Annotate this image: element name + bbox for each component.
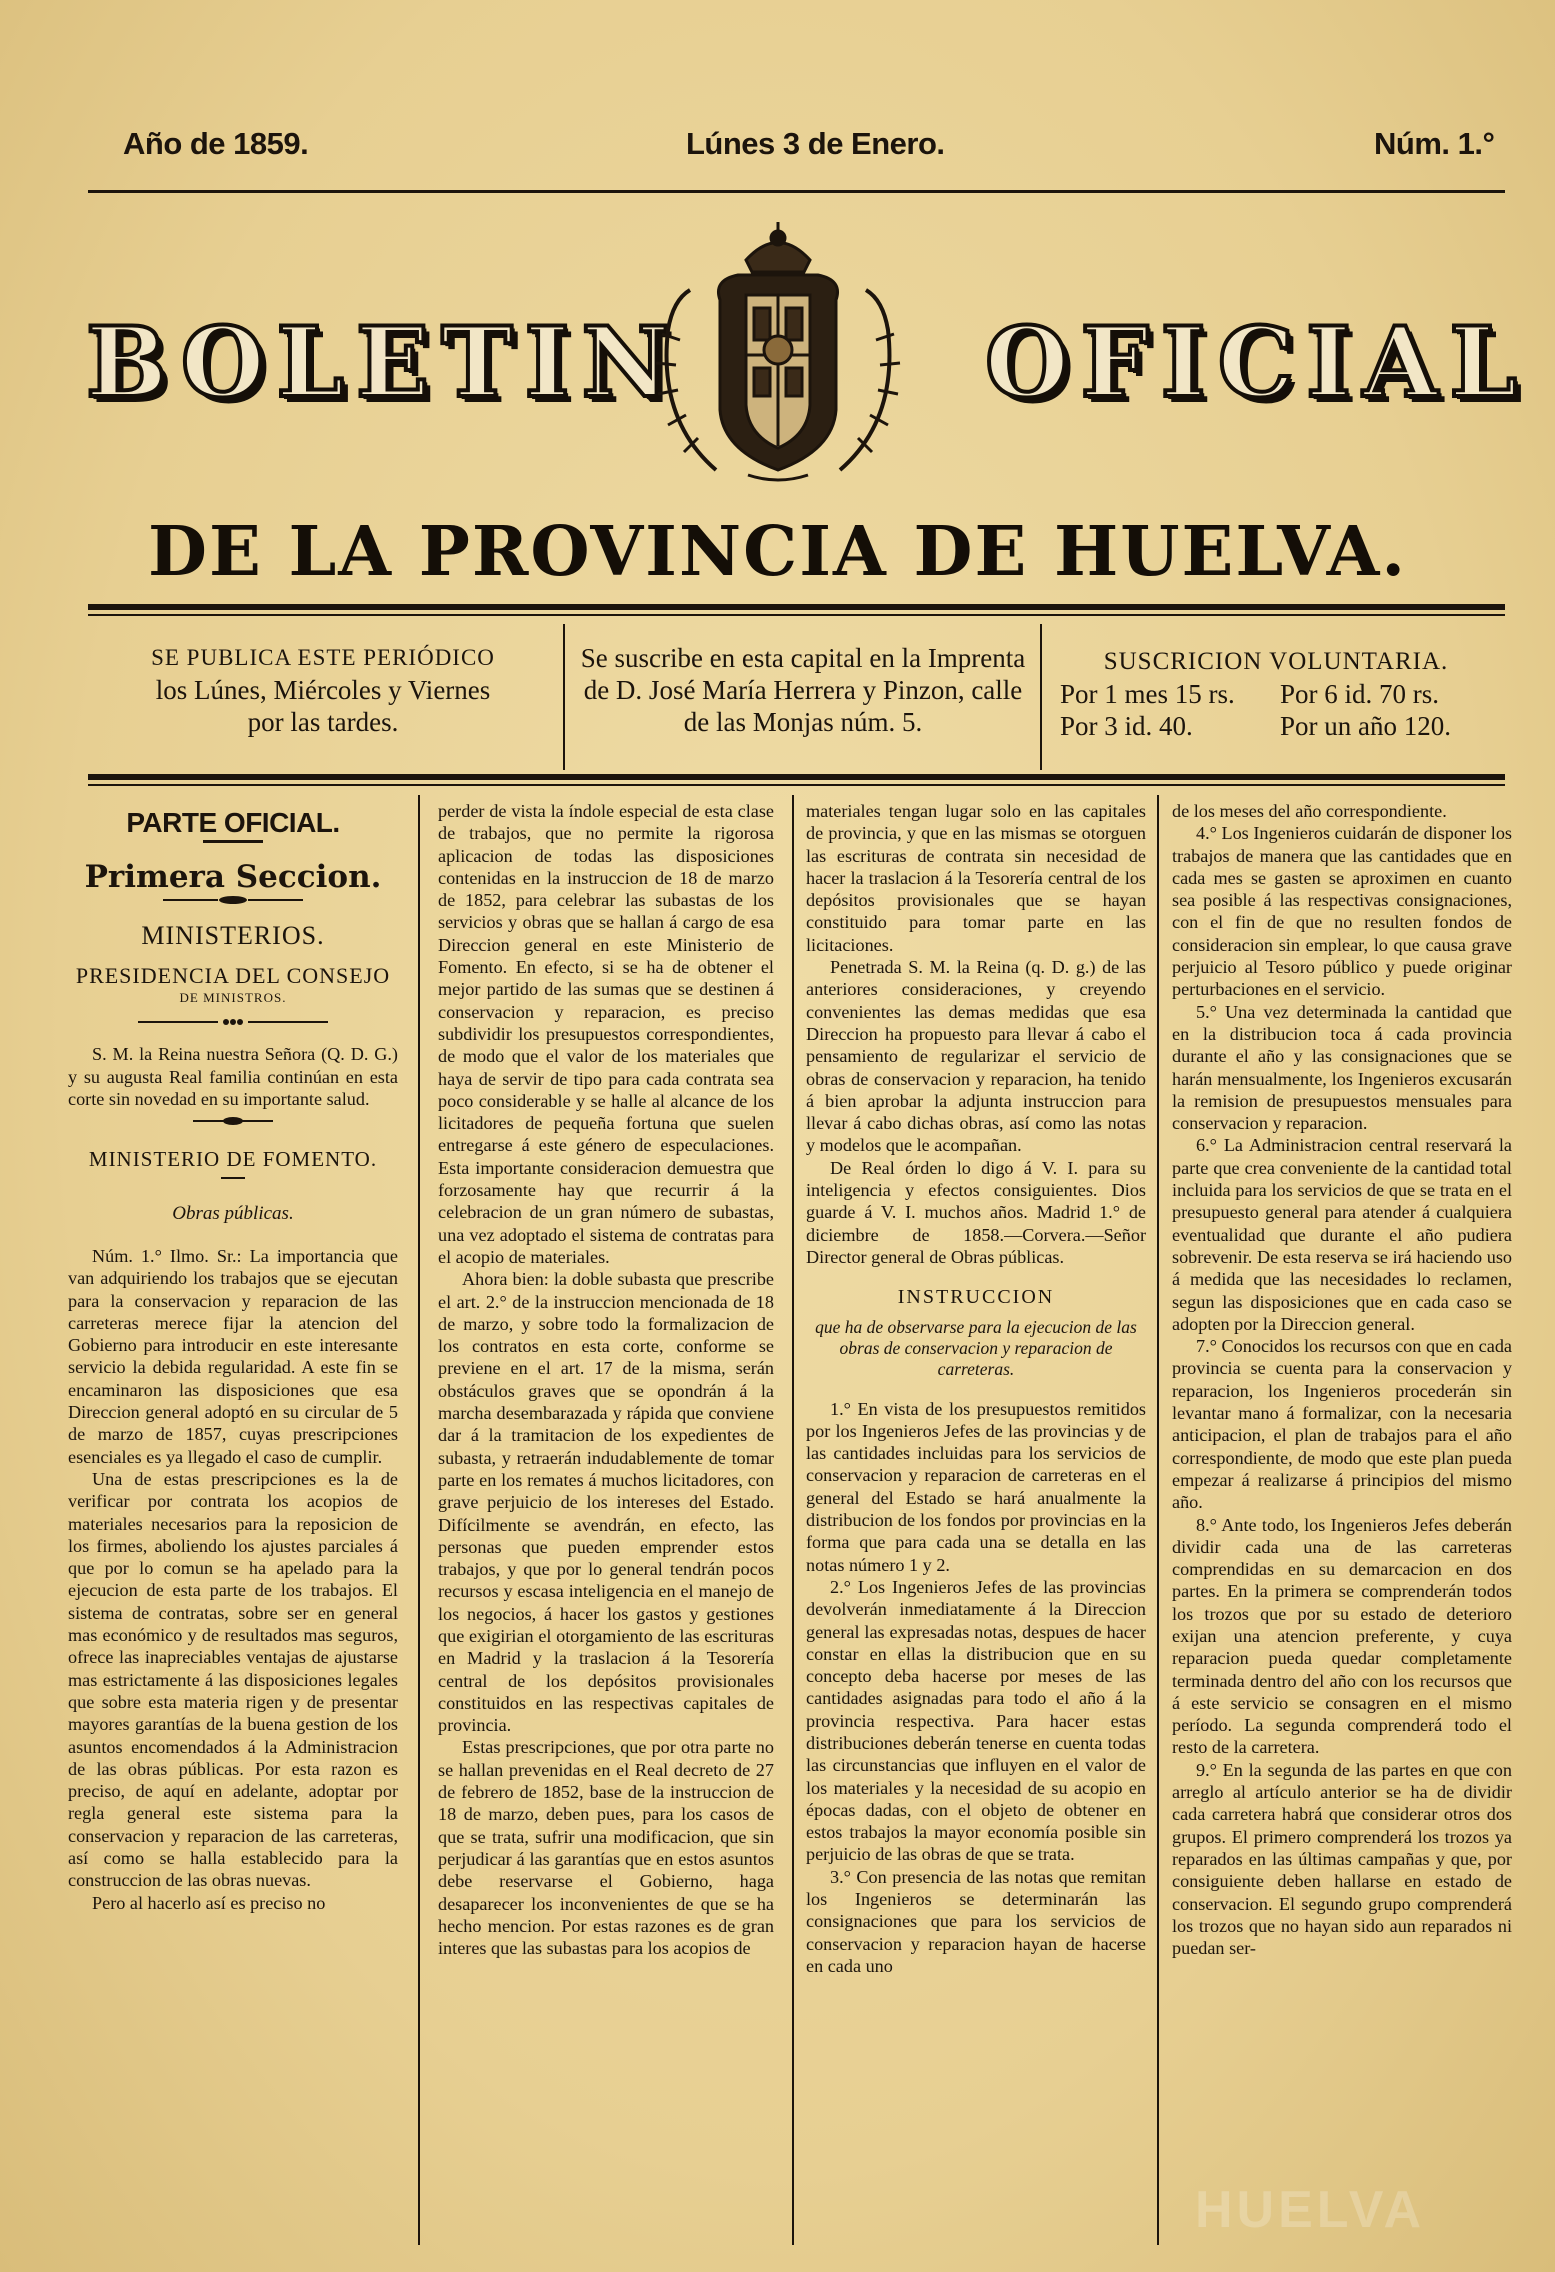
paragraph: materiales tengan lugar solo en las capitales de provincia, y que en las mismas se otorguen las escrituras de contrata sin necesidad de hacer la traslacion á la Tesorería central de los depósitos provisionales que se hayan constituido para tomar parte en las licitaciones. bbox=[806, 801, 1146, 955]
column-1 bbox=[68, 800, 398, 2240]
article-paragraph: 3.° Con presencia de las notas que remitan los Ingenieros se determinarán las consignaciones que para los servicios de conservacion y reparacion hayan de hacerse en cada uno bbox=[806, 1866, 1146, 1976]
royal-coat-of-arms-icon bbox=[628, 220, 928, 490]
article-paragraph: 6.° La Administracion central reservará la parte que crea conveniente de la cantidad total incluida para los servicios de que se trata en el presupuesto general para atender á cualquiera eventualidad que durante el año pudiera sobrevenir. De esta reserva se irá haciendo uso á medida que las necesidades lo reclamen, segun las disposiciones que en cada caso se adopten por la Direccion general. bbox=[1172, 1135, 1512, 1334]
column-4 bbox=[1172, 800, 1512, 2240]
section-title-primera-seccion: Primera Seccion. bbox=[84, 859, 382, 896]
paragraph: Núm. 1.° Ilmo. Sr.: La importancia que van adquiriendo los trabajos que se ejecutan para la conservacion y reparacion de las carreteras merece fijar la atencion del Gobierno para introducir en este interesante servicio la debida regularidad. A este fin se encaminaron las disposiciones que esa Direccion general adoptó en su circular de 5 de marzo de 1857, cuyas prescripciones esenciales es ya llegado el caso de cumplir. bbox=[68, 1245, 398, 1467]
masthead-word-right: OFICIAL bbox=[985, 306, 1529, 419]
article-paragraph: 8.° Ante todo, los Ingenieros Jefes deberán dividir cada una de las carreteras comprendidas en su demarcacion en dos partes. En la primera se comprenderán todos los trozos que por su estado de deterioro exijan una atencion preferente, y cuya reparacion pueda quedar completamente terminada dentro del año con los recursos que á este servicio se consagren en el mismo período. La segunda comprenderá todo el resto de la carretera. bbox=[1172, 1514, 1512, 1758]
issue-number: Núm. 1.° bbox=[1374, 126, 1495, 161]
paragraph: perder de vista la índole especial de esta clase de trabajos, que no permite la rigorosa aplicacion de todas las disposiciones contenidas en la instruccion de 18 de marzo de 1852, para celebrar las subastas de los servicios y obras que se hallan á cargo de esa Direccion general en este Ministerio de Fomento. En efecto, si se ha de obtener el mejor partido de las sumas que se destinen á conservacion y reparacion, es preciso subdividir los presupuestos correspondientes, de modo que el valor de los materiales que haya de servir de tipo para cada contrata sea poco considerable y se halle al alcance de los licitadores de pequeña fortuna que suelen entregarse á este género de especulaciones. Esta importante consideracion demuestra que forzosamente hay que recurrir á la celebracion de un gran número de subastas, una vez adoptado el sistema de contratas para el acopio de materiales. bbox=[438, 801, 774, 1267]
rate-3-months: Por 3 id. 40. bbox=[1060, 711, 1193, 741]
heading-ministerio-fomento: MINISTERIO DE FOMENTO. bbox=[88, 1147, 378, 1172]
column-divider bbox=[792, 795, 794, 2245]
rate-1-month: Por 1 mes 15 rs. bbox=[1060, 679, 1235, 709]
paragraph-royal-health: S. M. la Reina nuestra Señora (Q. D. G.) y su augusta Real familia continúan en esta corte sin novedad en su importante salud. bbox=[68, 1044, 398, 1110]
decorative-rule-ornament bbox=[193, 1116, 273, 1126]
column-2 bbox=[438, 800, 774, 2240]
publication-schedule bbox=[88, 622, 558, 768]
section-title-parte-oficial: PARTE OFICIAL. bbox=[126, 807, 340, 838]
info-rule-thin bbox=[88, 784, 1505, 786]
subscription-place bbox=[568, 622, 1038, 768]
article-paragraph: 7.° Conocidos los recursos con que en cada provincia se cuenta para la conservacion y reparacion, los Ingenieros procederán sin levantar mano á formalizar, con la necesaria anticipacion, el plan de trabajos para el año correspondiente, de modo que este plan pueda empezar á realizarse á principios del mismo año. bbox=[1172, 1336, 1512, 1513]
decorative-rule-ornament bbox=[138, 1017, 328, 1027]
heading-presidencia: PRESIDENCIA DEL CONSEJO bbox=[75, 962, 391, 988]
article-paragraph: 5.° Una vez determinada la cantidad que en la distribucion toca á cada provincia durante el año y las consignaciones que se harán mensualmente, los Ingenieros excusarán la remision de presupuestos mensuales para conservacion y reparacion. bbox=[1172, 1001, 1512, 1134]
column-3 bbox=[806, 800, 1146, 2240]
rates-grid bbox=[1060, 678, 1506, 742]
rates-title: SUSCRICION VOLUNTARIA. bbox=[1103, 648, 1449, 675]
paragraph: Pero al hacerlo así es preciso no bbox=[92, 1892, 326, 1913]
paragraph: Ahora bien: la doble subasta que prescribe el art. 2.° de la instruccion mencionada de 18 de marzo, y sobre todo la formalizacion de los contratos en esta corte, conforme se previene en el art. 17 de la misma, serán obstáculos graves que se opondrán á la marcha desembarazada y rápida que conviene dar á la tramitacion de los expedientes de subasta, y retraerán indudablemente de tomar parte en los remates á muchos licitadores, con grave perjuicio de los intereses del Estado. Difícilmente se avendrán, en efecto, las personas que pueden emprender estos trabajos, y que por lo general tendrán pocos recursos y escasa inteligencia en el manejo de los negocios, á hacer los gastos y gestiones que exigirian el otorgamiento de las escrituras en Madrid y la traslacion á la Tesorería central de los depósitos provisionales constituidos en las respectivas capitales de provincia. bbox=[438, 1269, 774, 1736]
short-rule-ornament bbox=[203, 840, 263, 844]
paragraph: Estas prescripciones, que por otra parte no se hallan prevenidas en el Real decreto de 27 de febrero de 1852, base de la instruccion de 18 de marzo, deben pues, para los casos de que se trata, sufrir una modificacion, que sin perjudicar á las garantías que en estos asuntos debe reservarse el Gobierno, haga desaparecer los inconvenientes de que se ha hecho mencion. Por estas razones es de gran interes que las subastas para los acopios de bbox=[438, 1737, 774, 1959]
decorative-rule-ornament bbox=[163, 895, 303, 905]
column-divider bbox=[1157, 795, 1159, 2245]
library-watermark: HUELVA bbox=[1195, 2181, 1426, 2239]
info-divider bbox=[563, 624, 565, 770]
rate-1-year: Por un año 120. bbox=[1280, 711, 1451, 741]
instruccion-subtitle: que ha de observarse para la ejecucion de las obras de conservacion y reparacion de carreteras. bbox=[815, 1316, 1137, 1379]
subscription-line-1: Se suscribe en esta capital en la Imprenta bbox=[580, 643, 1026, 673]
heading-instruccion: INSTRUCCION bbox=[897, 1286, 1055, 1309]
heading-obras-publicas: Obras públicas. bbox=[172, 1202, 294, 1224]
paragraph: Penetrada S. M. la Reina (q. D. g.) de las anteriores consideraciones, y creyendo convenientes las demas medidas que esa Direccion ha propuesto para llevar á cabo el pensamiento de regularizar el servicio de obras de conservacion y reparacion, ha tenido á bien aprobar la adjunta instruccion para llevar á cabo dichas obras, así como las notas y modelos que le acompañan. bbox=[806, 957, 1146, 1156]
article-paragraph: 1.° En vista de los presupuestos remitidos por los Ingenieros Jefes de las provincias y de las cantidades incluidas para los servicios de conservacion y reparacion de carreteras en el general del Estado se hará anualmente la distribucion de los fondos por provincias en la forma que para cada una se detalla en las notas número 1 y 2. bbox=[806, 1398, 1146, 1575]
subscription-rates bbox=[1046, 622, 1506, 768]
paragraph: Una de estas prescripciones es la de verificar por contrata los acopios de materiales necesarios para la reposicion de los firmes, aboliendo los ajustes parciales á que por lo comun se ha apelado para la ejecucion de esta parte de los trabajos. El sistema de contratas, sobre ser en general mas económico y de resultados mas seguros, ofrece las inapreciables ventajas de ajustarse mas estrictamente á las disposiciones legales que sobre esta materia rigen y de presentar mayores garantías de la buena gestion de los asuntos encomendados á la Administracion de las obras públicas. Por esta razon es preciso, de aquí en adelante, adoptar por regla general este sistema para la conservacion y reparacion de las carreteras, así como se halla establecido para la construccion de las obras nuevas. bbox=[68, 1468, 398, 1891]
rate-6-months: Por 6 id. 70 rs. bbox=[1280, 679, 1440, 709]
subscription-line-2: de D. José María Herrera y Pinzon, calle bbox=[583, 675, 1023, 705]
schedule-line-1: SE PUBLICA ESTE PERIÓDICO bbox=[151, 645, 495, 670]
issue-date: Lúnes 3 de Enero. bbox=[686, 126, 945, 161]
paragraph: de los meses del año correspondiente. bbox=[1172, 801, 1447, 821]
masthead-word-left: BOLETIN bbox=[86, 306, 682, 419]
article-paragraph: 2.° Los Ingenieros Jefes de las provincias devolverán inmediatamente á la Direccion general las expresadas notas, despues de hacer constar en ellas la distribucion que en su concepto deba hacerse por meses de las cantidades asignadas para todo el año á la provincia respectiva. Para hacer estas distribuciones deberán tenerse en cuenta todas las circunstancias que influyen en el valor de los materiales y la necesidad de su acopio en épocas dadas, con el objeto de obtener en estos trabajos la mayor economía posible sin perjuicio de las obras de que se trata. bbox=[806, 1576, 1146, 1865]
issue-year: Año de 1859. bbox=[123, 126, 309, 161]
column-divider bbox=[418, 795, 420, 2245]
masthead-subtitle: DE LA PROVINCIA DE HUELVA. bbox=[148, 512, 1407, 592]
short-rule-ornament bbox=[221, 1177, 245, 1181]
article-paragraph: 4.° Los Ingenieros cuidarán de disponer los trabajos de manera que las cantidades que en cada mes se gasten se aproximen en cuanto sea posible á las respectivas consignaciones, con el fin de que no resulten fondos de consideracion sin emplear, lo que causa grave perjuicio al Tesoro público y puede originar perturbaciones en el servicio. bbox=[1172, 823, 1512, 1000]
info-rule bbox=[88, 774, 1505, 780]
article-paragraph: 9.° En la segunda de las partes en que con arreglo al artículo anterior se ha de dividir cada carretera habrá que considerar otros dos grupos. El primero comprenderá los trozos ya reparados en las últimas campañas y que, por consiguiente deben hallarse en estado de conservacion. El segundo grupo comprenderá los trozos que no hayan sido aun reparados ni puedan ser- bbox=[1172, 1759, 1512, 1959]
paragraph: De Real órden lo digo á V. I. para su inteligencia y efectos consiguientes. Dios guarde á V. I. muchos años. Madrid 1.° de diciembre de 1858.—Corvera.—Señor Director general de Obras públicas. bbox=[806, 1157, 1146, 1267]
schedule-line-2: los Lúnes, Miércoles y Viernes bbox=[155, 675, 491, 705]
info-divider bbox=[1040, 624, 1042, 770]
heading-ministerios: MINISTERIOS. bbox=[141, 920, 325, 950]
dateline bbox=[0, 126, 1555, 166]
heading-presidencia-sub: DE MINISTROS. bbox=[179, 990, 287, 1006]
schedule-line-3: por las tardes. bbox=[247, 707, 399, 737]
masthead-rule bbox=[88, 604, 1505, 610]
header-rule bbox=[88, 190, 1505, 193]
masthead-rule-thin bbox=[88, 614, 1505, 616]
subscription-line-3: de las Monjas núm. 5. bbox=[683, 707, 923, 737]
